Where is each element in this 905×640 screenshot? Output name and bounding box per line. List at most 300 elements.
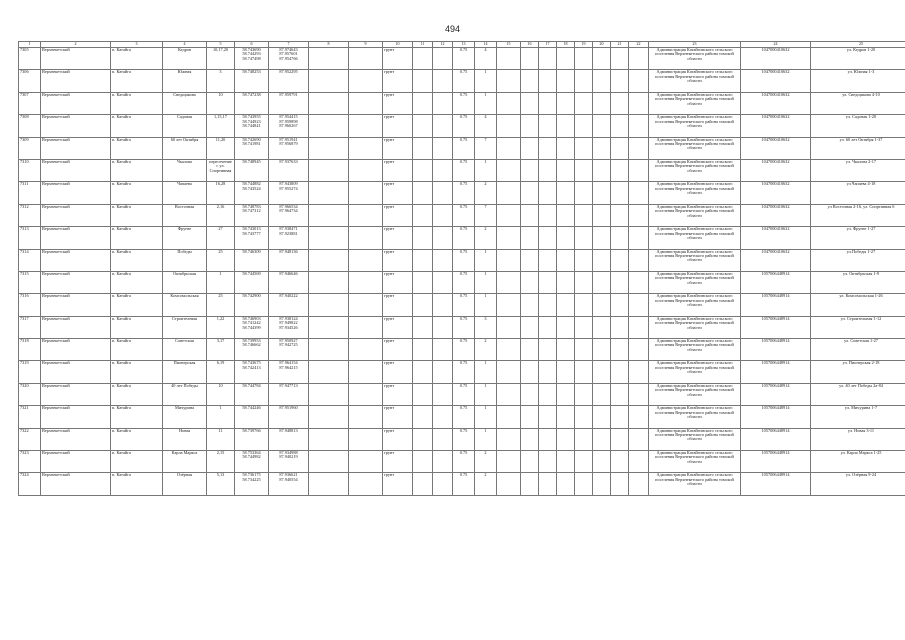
street-cell: Комсомольская — [163, 294, 207, 316]
address-cell: ул.Победы 1-27 — [811, 249, 905, 271]
empty-cell — [521, 92, 539, 114]
empty-cell — [575, 383, 593, 405]
street-cell: 40 лет Победы — [163, 383, 207, 405]
empty-cell — [433, 428, 453, 450]
column-number: 6 — [235, 42, 269, 48]
empty-cell — [611, 204, 629, 226]
empty-cell — [557, 227, 575, 249]
empty-cell — [593, 361, 611, 383]
settlement-cell: п. Катайга — [111, 48, 163, 70]
empty-cell — [629, 271, 649, 293]
surface-cell: грунт — [383, 294, 413, 316]
empty-cell — [539, 406, 557, 428]
width-cell: 0.75 — [453, 182, 475, 204]
empty-cell — [575, 271, 593, 293]
latitude-cell: 58.748253 — [235, 70, 269, 92]
road-registry-table — [18, 41, 905, 496]
empty-cell — [575, 428, 593, 450]
width-cell: 0.75 — [453, 92, 475, 114]
ogrn-cell: 1047000410632 — [741, 115, 811, 137]
column-number: 4 — [163, 42, 207, 48]
empty-cell — [575, 294, 593, 316]
empty-cell — [309, 406, 349, 428]
longitude-cell: 87.952295 — [269, 70, 309, 92]
empty-cell — [521, 316, 539, 338]
owner-cell: Администрация Катайгинского сельского поселения Верхнекетского района томской области — [649, 227, 741, 249]
latitude-cell: 58.736175 58.734225 — [235, 473, 269, 495]
length-cell: 1 — [475, 271, 497, 293]
empty-cell — [629, 339, 649, 361]
empty-cell — [557, 294, 575, 316]
house-cell: 11 — [207, 428, 235, 450]
empty-cell — [557, 70, 575, 92]
empty-cell — [611, 159, 629, 181]
empty-cell — [521, 294, 539, 316]
empty-cell — [557, 137, 575, 159]
empty-cell — [309, 204, 349, 226]
empty-cell — [593, 92, 611, 114]
empty-cell — [629, 406, 649, 428]
empty-cell — [497, 115, 521, 137]
house-cell: 27 — [207, 227, 235, 249]
empty-cell — [557, 383, 575, 405]
owner-cell: Администрация Катайгинского сельского поселения Верхнекетского района томской области — [649, 428, 741, 450]
empty-cell — [497, 204, 521, 226]
empty-cell — [557, 115, 575, 137]
surface-cell: грунт — [383, 383, 413, 405]
empty-cell — [521, 406, 539, 428]
empty-cell — [309, 361, 349, 383]
empty-cell — [629, 383, 649, 405]
table-row — [19, 271, 905, 293]
empty-cell — [575, 316, 593, 338]
empty-cell — [349, 204, 383, 226]
empty-cell — [309, 249, 349, 271]
empty-cell — [497, 361, 521, 383]
ogrn-cell: 1057006448914 — [741, 339, 811, 361]
column-number: 17 — [539, 42, 557, 48]
address-cell: ул. Чкалова 2-17 — [811, 159, 905, 181]
empty-cell — [497, 249, 521, 271]
empty-cell — [349, 473, 383, 495]
street-cell: Кедров — [163, 48, 207, 70]
empty-cell — [593, 204, 611, 226]
longitude-cell: 87.951941 87.956879 — [269, 137, 309, 159]
empty-cell — [497, 137, 521, 159]
settlement-cell: п. Катайга — [111, 70, 163, 92]
house-cell: 25 — [207, 249, 235, 271]
district-cell: Верхнекетский — [41, 92, 111, 114]
latitude-cell: 58.743690 58.744293 58.747498 — [235, 48, 269, 70]
row-number: 7307 — [19, 92, 41, 114]
empty-cell — [557, 48, 575, 70]
surface-cell: грунт — [383, 182, 413, 204]
table-row — [19, 159, 905, 181]
longitude-cell: 87.946646 — [269, 271, 309, 293]
latitude-cell: 58.742690 58.741981 — [235, 137, 269, 159]
settlement-cell: п. Катайга — [111, 383, 163, 405]
settlement-cell: п. Катайга — [111, 451, 163, 473]
empty-cell — [309, 227, 349, 249]
width-cell: 0.75 — [453, 204, 475, 226]
length-cell: 1 — [475, 383, 497, 405]
street-cell: Пионерская — [163, 361, 207, 383]
empty-cell — [575, 48, 593, 70]
owner-cell: Администрация Катайгинского сельского поселения Верхнекетского района томской области — [649, 451, 741, 473]
empty-cell — [309, 48, 349, 70]
empty-cell — [413, 182, 433, 204]
empty-cell — [611, 316, 629, 338]
width-cell: 0.75 — [453, 115, 475, 137]
address-cell: ул. 40 лет Победы 2а-84 — [811, 383, 905, 405]
empty-cell — [413, 249, 433, 271]
table-row — [19, 70, 905, 92]
empty-cell — [593, 249, 611, 271]
owner-cell: Администрация Катайгинского сельского поселения Верхнекетского района томской области — [649, 473, 741, 495]
empty-cell — [629, 294, 649, 316]
row-number: 7316 — [19, 294, 41, 316]
empty-cell — [433, 48, 453, 70]
empty-cell — [539, 428, 557, 450]
owner-cell: Администрация Катайгинского сельского поселения Верхнекетского района томской области — [649, 48, 741, 70]
empty-cell — [575, 406, 593, 428]
empty-cell — [611, 406, 629, 428]
empty-cell — [497, 339, 521, 361]
empty-cell — [413, 383, 433, 405]
house-cell: 1 — [207, 406, 235, 428]
empty-cell — [433, 204, 453, 226]
ogrn-cell: 1057006448914 — [741, 383, 811, 405]
column-number: 8 — [309, 42, 349, 48]
empty-cell — [539, 227, 557, 249]
district-cell: Верхнекетский — [41, 182, 111, 204]
longitude-cell: 87.938124 87.949822 87.934526 — [269, 316, 309, 338]
street-cell: 60 лет Октября — [163, 137, 207, 159]
longitude-cell: 87.937633 — [269, 159, 309, 181]
house-cell: 5,13 — [207, 473, 235, 495]
settlement-cell: п. Катайга — [111, 204, 163, 226]
district-cell: Верхнекетский — [41, 428, 111, 450]
length-cell: 1 — [475, 406, 497, 428]
row-number: 7317 — [19, 316, 41, 338]
surface-cell: грунт — [383, 406, 413, 428]
street-cell: Южная — [163, 70, 207, 92]
column-number: 21 — [611, 42, 629, 48]
empty-cell — [309, 428, 349, 450]
column-number: 20 — [593, 42, 611, 48]
empty-cell — [539, 294, 557, 316]
address-cell: ул. Комсомольская 1-26 — [811, 294, 905, 316]
column-number: 23 — [649, 42, 741, 48]
row-number: 7308 — [19, 115, 41, 137]
latitude-cell: 58.743013 58.743777 — [235, 227, 269, 249]
ogrn-cell: 1057006448914 — [741, 428, 811, 450]
empty-cell — [413, 339, 433, 361]
surface-cell: грунт — [383, 204, 413, 226]
ogrn-cell: 1057006448914 — [741, 406, 811, 428]
empty-cell — [557, 406, 575, 428]
empty-cell — [629, 182, 649, 204]
empty-cell — [497, 316, 521, 338]
empty-cell — [433, 137, 453, 159]
surface-cell: грунт — [383, 271, 413, 293]
settlement-cell: п. Катайга — [111, 339, 163, 361]
empty-cell — [575, 159, 593, 181]
street-cell: Советская — [163, 339, 207, 361]
surface-cell: грунт — [383, 137, 413, 159]
owner-cell: Администрация Катайгинского сельского поселения Верхнекетского района томской области — [649, 271, 741, 293]
district-cell: Верхнекетский — [41, 406, 111, 428]
empty-cell — [413, 159, 433, 181]
owner-cell: Администрация Катайгинского сельского поселения Верхнекетского района томской области — [649, 159, 741, 181]
column-number: 15 — [497, 42, 521, 48]
longitude-cell: 87.974643 87.957601 87.954766 — [269, 48, 309, 70]
address-cell: ул. Озёрная 9-24 — [811, 473, 905, 495]
address-cell: ул. Фрунзе 1-27 — [811, 227, 905, 249]
length-cell: 2 — [475, 473, 497, 495]
ogrn-cell: 1047000410632 — [741, 159, 811, 181]
empty-cell — [433, 159, 453, 181]
empty-cell — [433, 451, 453, 473]
empty-cell — [521, 361, 539, 383]
length-cell: 3 — [475, 316, 497, 338]
empty-cell — [433, 473, 453, 495]
length-cell: 1 — [475, 92, 497, 114]
street-cell: Сведщикова — [163, 92, 207, 114]
row-number: 7315 — [19, 271, 41, 293]
settlement-cell: п. Катайга — [111, 115, 163, 137]
house-cell: 2,15 — [207, 451, 235, 473]
empty-cell — [349, 48, 383, 70]
house-cell: 16,28 — [207, 182, 235, 204]
empty-cell — [497, 428, 521, 450]
row-number: 7309 — [19, 137, 41, 159]
empty-cell — [433, 406, 453, 428]
latitude-cell: 58.743955 58.744923 58.744841 — [235, 115, 269, 137]
longitude-cell: 87.940222 — [269, 294, 309, 316]
empty-cell — [521, 428, 539, 450]
column-number: 12 — [433, 42, 453, 48]
surface-cell: грунт — [383, 428, 413, 450]
table-row — [19, 473, 905, 495]
house-cell: 1 — [207, 271, 235, 293]
ogrn-cell: 1057006448914 — [741, 294, 811, 316]
empty-cell — [593, 428, 611, 450]
empty-cell — [557, 316, 575, 338]
empty-cell — [539, 383, 557, 405]
settlement-cell: п. Катайга — [111, 271, 163, 293]
row-number: 7322 — [19, 428, 41, 450]
empty-cell — [539, 204, 557, 226]
ogrn-cell: 1057006448914 — [741, 271, 811, 293]
empty-cell — [497, 227, 521, 249]
longitude-cell: 87.966534 87.964734 — [269, 204, 309, 226]
empty-cell — [309, 159, 349, 181]
empty-cell — [629, 249, 649, 271]
column-number: 7 — [269, 42, 309, 48]
address-cell: ул. 60 лет Октября 1-37 — [811, 137, 905, 159]
empty-cell — [629, 137, 649, 159]
empty-cell — [611, 428, 629, 450]
empty-cell — [593, 48, 611, 70]
ogrn-cell: 1047000410632 — [741, 249, 811, 271]
empty-cell — [539, 182, 557, 204]
empty-cell — [557, 249, 575, 271]
empty-cell — [539, 316, 557, 338]
ogrn-cell: 1057006448914 — [741, 473, 811, 495]
column-number: 16 — [521, 42, 539, 48]
empty-cell — [611, 227, 629, 249]
street-cell: Восточная — [163, 204, 207, 226]
settlement-cell: п. Катайга — [111, 428, 163, 450]
empty-cell — [575, 227, 593, 249]
latitude-cell: 58.748783 58.747312 — [235, 204, 269, 226]
district-cell: Верхнекетский — [41, 204, 111, 226]
empty-cell — [413, 137, 433, 159]
district-cell: Верхнекетский — [41, 451, 111, 473]
row-number: 7312 — [19, 204, 41, 226]
row-number: 7310 — [19, 159, 41, 181]
empty-cell — [497, 473, 521, 495]
empty-cell — [521, 137, 539, 159]
column-number: 5 — [207, 42, 235, 48]
width-cell: 0.75 — [453, 48, 475, 70]
table-row — [19, 48, 905, 70]
width-cell: 0.75 — [453, 227, 475, 249]
street-cell: Чкалова — [163, 159, 207, 181]
empty-cell — [611, 92, 629, 114]
house-cell: 1,22 — [207, 316, 235, 338]
empty-cell — [309, 383, 349, 405]
column-number: 22 — [629, 42, 649, 48]
length-cell: 2 — [475, 182, 497, 204]
empty-cell — [521, 159, 539, 181]
empty-cell — [349, 182, 383, 204]
empty-cell — [557, 361, 575, 383]
empty-cell — [521, 115, 539, 137]
empty-cell — [611, 339, 629, 361]
length-cell: 4 — [475, 115, 497, 137]
ogrn-cell: 1057006448914 — [741, 451, 811, 473]
column-number: 11 — [413, 42, 433, 48]
empty-cell — [557, 428, 575, 450]
empty-cell — [611, 70, 629, 92]
empty-cell — [629, 451, 649, 473]
empty-cell — [539, 70, 557, 92]
ogrn-cell: 1047000410632 — [741, 48, 811, 70]
settlement-cell: п. Катайга — [111, 137, 163, 159]
empty-cell — [309, 271, 349, 293]
column-number: 25 — [811, 42, 905, 48]
empty-cell — [349, 115, 383, 137]
empty-cell — [521, 451, 539, 473]
house-cell: 2,16 — [207, 204, 235, 226]
length-cell: 4 — [475, 48, 497, 70]
owner-cell: Администрация Катайгинского сельского поселения Верхнекетского района томской области — [649, 204, 741, 226]
ogrn-cell: 1047000410632 — [741, 137, 811, 159]
empty-cell — [593, 294, 611, 316]
empty-cell — [349, 339, 383, 361]
empty-cell — [497, 294, 521, 316]
longitude-cell: 87.948136 — [269, 249, 309, 271]
empty-cell — [539, 137, 557, 159]
table-row — [19, 316, 905, 338]
district-cell: Верхнекетский — [41, 48, 111, 70]
empty-cell — [593, 406, 611, 428]
length-cell: 1 — [475, 428, 497, 450]
empty-cell — [349, 451, 383, 473]
empty-cell — [349, 92, 383, 114]
width-cell: 0.75 — [453, 339, 475, 361]
empty-cell — [413, 92, 433, 114]
street-cell: Новая — [163, 428, 207, 450]
address-cell: ул. Кедров 1-20 — [811, 48, 905, 70]
owner-cell: Администрация Катайгинского сельского поселения Верхнекетского района томской области — [649, 92, 741, 114]
empty-cell — [575, 182, 593, 204]
empty-cell — [413, 361, 433, 383]
ogrn-cell: 1047000410632 — [741, 182, 811, 204]
settlement-cell: п. Катайга — [111, 473, 163, 495]
surface-cell: грунт — [383, 48, 413, 70]
empty-cell — [611, 361, 629, 383]
surface-cell: грунт — [383, 316, 413, 338]
empty-cell — [629, 428, 649, 450]
empty-cell — [539, 92, 557, 114]
empty-cell — [629, 316, 649, 338]
empty-cell — [349, 227, 383, 249]
length-cell: 2 — [475, 451, 497, 473]
empty-cell — [433, 294, 453, 316]
latitude-cell: 58.739766 — [235, 428, 269, 450]
empty-cell — [575, 361, 593, 383]
longitude-cell: 87.936621 87.940554 — [269, 473, 309, 495]
empty-cell — [575, 451, 593, 473]
empty-cell — [349, 137, 383, 159]
address-cell: ул. Строительная 1-12 — [811, 316, 905, 338]
empty-cell — [497, 406, 521, 428]
empty-cell — [593, 271, 611, 293]
district-cell: Верхнекетский — [41, 294, 111, 316]
longitude-cell: 87.950927 87.942725 — [269, 339, 309, 361]
latitude-cell: 58.743675 58.742413 — [235, 361, 269, 383]
empty-cell — [497, 271, 521, 293]
empty-cell — [611, 294, 629, 316]
empty-cell — [611, 48, 629, 70]
table-row — [19, 92, 905, 114]
district-cell: Верхнекетский — [41, 227, 111, 249]
empty-cell — [611, 271, 629, 293]
empty-cell — [575, 249, 593, 271]
empty-cell — [629, 473, 649, 495]
empty-cell — [575, 115, 593, 137]
empty-cell — [593, 383, 611, 405]
house-cell: 11,20 — [207, 137, 235, 159]
column-number: 19 — [575, 42, 593, 48]
column-number: 24 — [741, 42, 811, 48]
street-cell: Мичурина — [163, 406, 207, 428]
owner-cell: Администрация Катайгинского сельского поселения Верхнекетского района томской области — [649, 316, 741, 338]
empty-cell — [433, 361, 453, 383]
latitude-cell: 58.748945 — [235, 159, 269, 181]
latitude-cell: 58.744784 — [235, 383, 269, 405]
house-cell: 3,17 — [207, 339, 235, 361]
column-number: 18 — [557, 42, 575, 48]
table-row — [19, 115, 905, 137]
district-cell: Верхнекетский — [41, 473, 111, 495]
empty-cell — [413, 227, 433, 249]
ogrn-cell: 1057006448914 — [741, 316, 811, 338]
length-cell: 1 — [475, 249, 497, 271]
